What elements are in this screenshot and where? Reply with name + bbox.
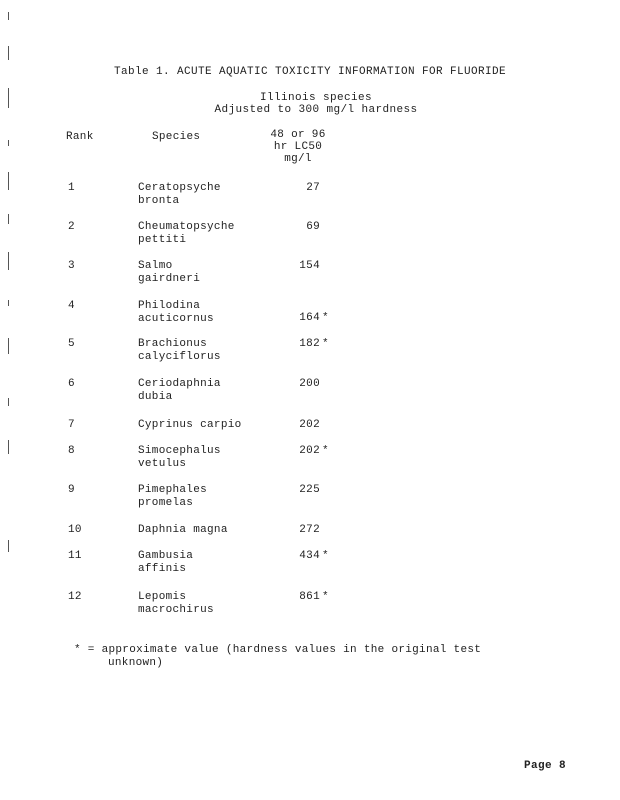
- row-species: Salmo gairdneri: [138, 260, 201, 285]
- page-number: Page 8: [524, 760, 567, 772]
- row-approx-marker: *: [322, 338, 329, 350]
- row-rank: 6: [68, 378, 75, 390]
- row-lc50-value: 272: [299, 524, 320, 536]
- row-approx-marker: *: [322, 445, 329, 457]
- row-approx-marker: *: [322, 591, 329, 603]
- row-lc50-value: 164: [299, 312, 320, 324]
- footnote-line1: * = approximate value (hardness values in the original test: [74, 644, 482, 656]
- row-rank: 4: [68, 300, 75, 312]
- row-rank: 11: [68, 550, 82, 562]
- row-lc50-value: 225: [299, 484, 320, 496]
- row-lc50-value: 27: [306, 182, 320, 194]
- row-rank: 3: [68, 260, 75, 272]
- row-species: Simocephalus vetulus: [138, 445, 221, 470]
- column-header-species: Species: [152, 131, 201, 143]
- footnote-line2: unknown): [108, 657, 164, 669]
- table-subtitle-hardness: Adjusted to 300 mg/l hardness: [214, 104, 418, 116]
- table-title: Table 1. ACUTE AQUATIC TOXICITY INFORMATION FOR FLUORIDE: [113, 66, 507, 78]
- row-lc50-value: 182: [299, 338, 320, 350]
- row-rank: 7: [68, 419, 75, 431]
- row-species: Pimephales promelas: [138, 484, 208, 509]
- row-rank: 2: [68, 221, 75, 233]
- row-rank: 12: [68, 591, 82, 603]
- row-species: Ceriodaphnia dubia: [138, 378, 221, 403]
- row-species: Cyprinus carpio: [138, 419, 242, 431]
- row-rank: 1: [68, 182, 75, 194]
- column-header-lc50-line3: mg/l: [284, 153, 312, 165]
- row-rank: 9: [68, 484, 75, 496]
- row-rank: 10: [68, 524, 82, 536]
- row-lc50-value: 202: [299, 419, 320, 431]
- row-species: Ceratopsyche bronta: [138, 182, 221, 207]
- row-species: Cheumatopsyche pettiti: [138, 221, 235, 246]
- row-lc50-value: 200: [299, 378, 320, 390]
- column-header-rank: Rank: [66, 131, 94, 143]
- row-rank: 8: [68, 445, 75, 457]
- column-header-lc50-line2: hr LC50: [273, 141, 323, 153]
- row-approx-marker: *: [322, 312, 329, 324]
- row-lc50-value: 434: [299, 550, 320, 562]
- row-species: Daphnia magna: [138, 524, 228, 536]
- row-lc50-value: 202: [299, 445, 320, 457]
- row-lc50-value: 861: [299, 591, 320, 603]
- row-species: Philodina acuticornus: [138, 300, 214, 325]
- row-rank: 5: [68, 338, 75, 350]
- row-approx-marker: *: [322, 550, 329, 562]
- row-species: Brachionus calyciflorus: [138, 338, 221, 363]
- column-header-lc50-line1: 48 or 96: [270, 129, 326, 141]
- table-subtitle-species: Illinois species: [259, 92, 373, 104]
- row-species: Lepomis macrochirus: [138, 591, 214, 616]
- footnote: [74, 644, 564, 670]
- row-lc50-value: 69: [306, 221, 320, 233]
- row-species: Gambusia affinis: [138, 550, 194, 575]
- row-lc50-value: 154: [299, 260, 320, 272]
